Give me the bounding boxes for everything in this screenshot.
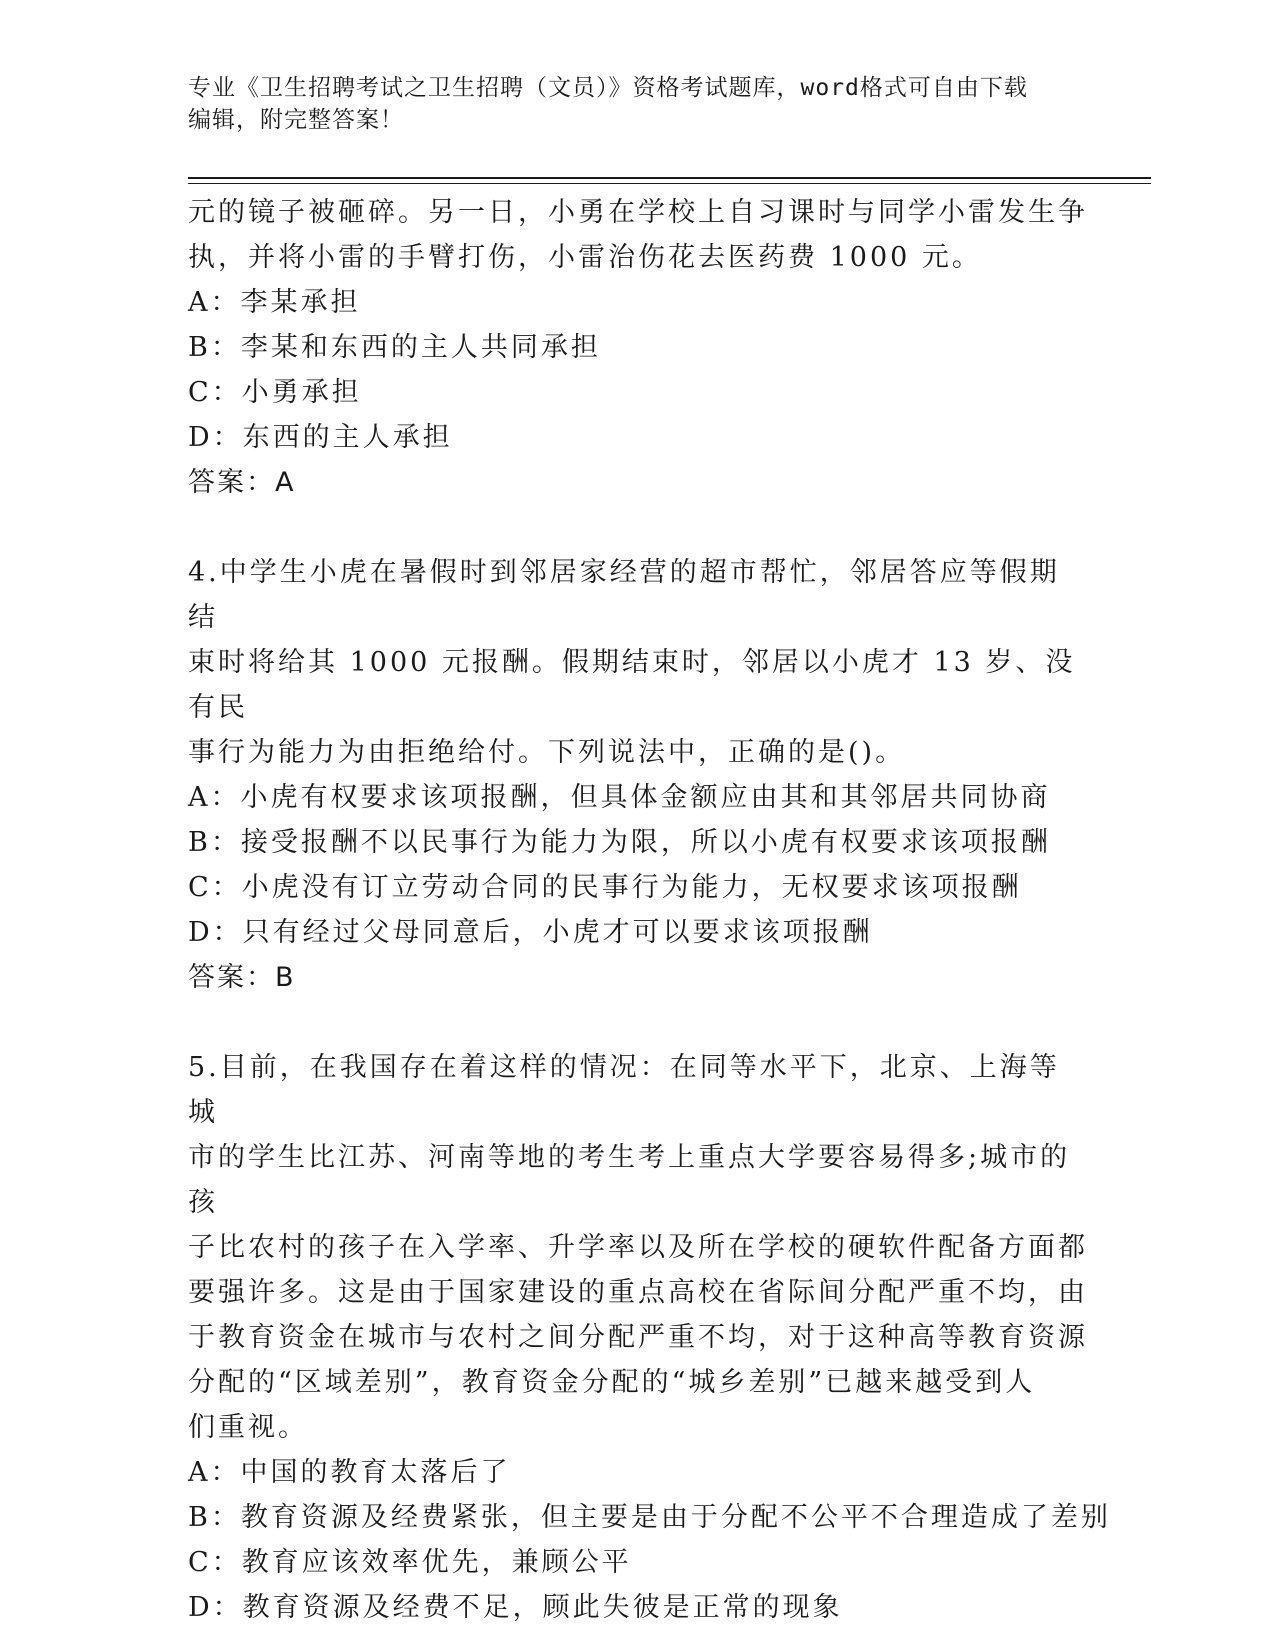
question-5-text-line-3: 子比农村的孩子在入学率、升学率以及所在学校的硬软件配备方面都 <box>188 1232 1088 1263</box>
question-4-option-b: B：接受报酬不以民事行为能力为限，所以小虎有权要求该项报酬 <box>188 827 1051 858</box>
question-5 <box>188 1045 1111 1630</box>
question-5-text-line-1: 5.目前，在我国存在着这样的情况：在同等水平下，北京、上海等城 <box>188 1052 1060 1128</box>
question-3 <box>188 190 1088 505</box>
question-5-text-line-5: 于教育资金在城市与农村之间分配严重不均，对于这种高等教育资源 <box>188 1322 1088 1353</box>
spacer <box>188 1000 1088 1045</box>
question-5-option-a: A：中国的教育太落后了 <box>188 1457 511 1488</box>
spacer <box>188 505 1088 550</box>
question-3-option-a: A：李某承担 <box>188 287 361 318</box>
question-5-option-c: C：教育应该效率优先，兼顾公平 <box>188 1547 632 1578</box>
header-divider-thin <box>188 183 1151 184</box>
question-3-answer: 答案：A <box>188 467 296 498</box>
header-line-2: 编辑，附完整答案！ <box>188 107 404 133</box>
question-4-option-a: A：小虎有权要求该项报酬，但具体金额应由其和其邻居共同协商 <box>188 782 1051 813</box>
question-3-option-b: B：李某和东西的主人共同承担 <box>188 332 601 363</box>
question-5-text-line-2: 市的学生比江苏、河南等地的考生考上重点大学要容易得多;城市的孩 <box>188 1142 1071 1218</box>
question-5-option-b: B：教育资源及经费紧张，但主要是由于分配不公平不合理造成了差别 <box>188 1502 1111 1533</box>
question-3-option-c: C：小勇承担 <box>188 377 362 408</box>
question-5-text-line-7: 们重视。 <box>188 1412 308 1443</box>
question-3-option-d: D：东西的主人承担 <box>188 422 453 453</box>
question-5-text-line-4: 要强许多。这是由于国家建设的重点高校在省际间分配严重不均，由 <box>188 1277 1088 1308</box>
header-divider-thick <box>188 177 1151 179</box>
question-3-text-line-1: 元的镜子被砸碎。另一日，小勇在学校上自习课时与同学小雷发生争 <box>188 197 1088 228</box>
question-4-text-line-3: 事行为能力为由拒绝给付。下列说法中，正确的是()。 <box>188 737 906 768</box>
page-header <box>188 72 1068 136</box>
document-body <box>188 190 1111 1630</box>
question-3-text-line-2: 执，并将小雷的手臂打伤，小雷治伤花去医药费 1000 元。 <box>188 242 982 273</box>
question-4-option-c: C：小虎没有订立劳动合同的民事行为能力，无权要求该项报酬 <box>188 872 1022 903</box>
header-line-1: 专业《卫生招聘考试之卫生招聘（文员）》资格考试题库，word格式可自由下载 <box>188 75 1028 101</box>
question-5-text-line-6: 分配的“区域差别”，教育资金分配的“城乡差别”已越来越受到人 <box>188 1367 1036 1398</box>
question-4-text-line-1: 4.中学生小虎在暑假时到邻居家经营的超市帮忙，邻居答应等假期结 <box>188 557 1060 633</box>
question-4-text-line-2: 束时将给其 1000 元报酬。假期结束时，邻居以小虎才 13 岁、没有民 <box>188 647 1076 723</box>
question-4 <box>188 550 1088 1000</box>
question-5-option-d: D：教育资源及经费不足，顾此失彼是正常的现象 <box>188 1592 843 1623</box>
question-4-answer: 答案：B <box>188 962 296 993</box>
question-4-option-d: D：只有经过父母同意后，小虎才可以要求该项报酬 <box>188 917 873 948</box>
